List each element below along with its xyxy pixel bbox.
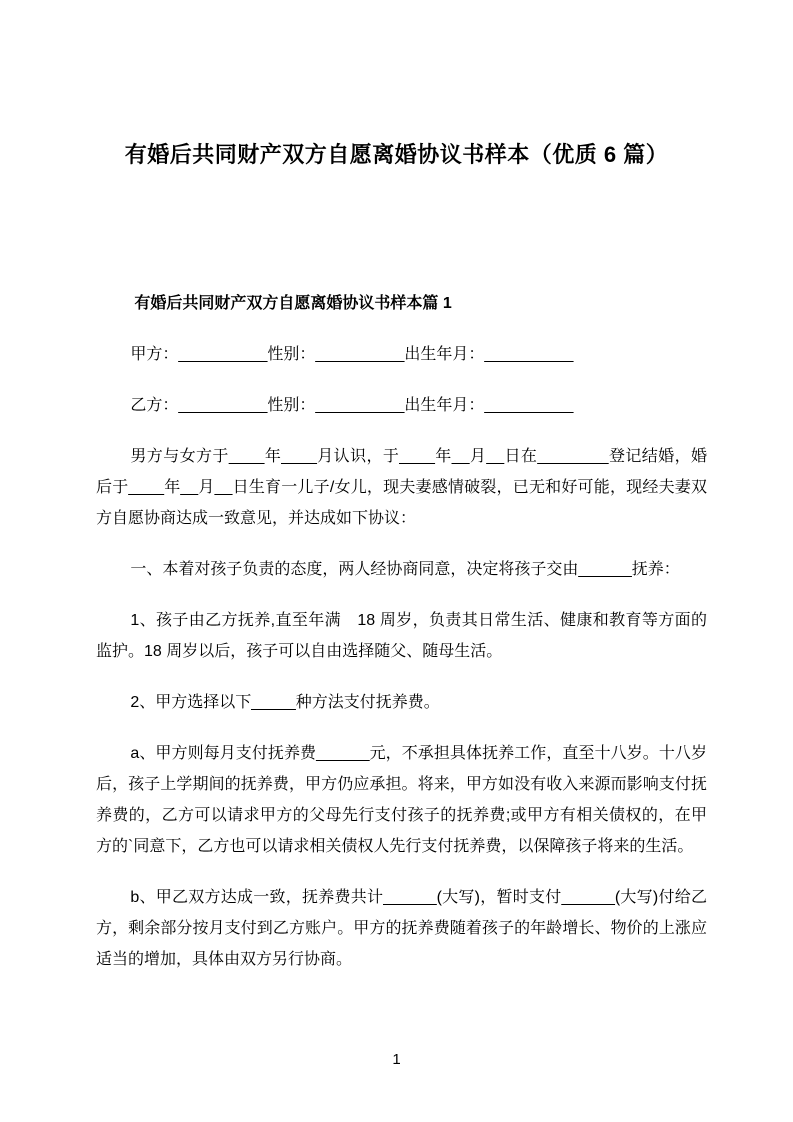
intro-paragraph: 男方与女方于____年____月认识，于____年__月__日在________登记结婚，婚后于____年__月__日生育一儿子/女儿，现夫妻感情破裂，已无和好可能，现经夫妻双方自愿协商达成一致意见，并达成如下协议：: [96, 448, 707, 527]
section-heading: 有婚后共同财产双方自愿离婚协议书样本篇 1: [134, 295, 452, 312]
clause-one-custody: 一、本着对孩子负责的态度，两人经协商同意，决定将孩子交由______抚养：: [130, 561, 680, 578]
item-1-custody-details: 1、孩子由乙方抚养,直至年满 18 周岁，负责其日常生活、健康和教育等方面的监护。18 周岁以后，孩子可以自由选择随父、随母生活。: [96, 612, 707, 660]
item-2-payment-method: 2、甲方选择以下_____种方法支付抚养费。: [130, 694, 440, 711]
item-a-monthly-payment: a、甲方则每月支付抚养费______元，不承担具体抚养工作，直至十八岁。十八岁后，孩子上学期间的抚养费，甲方仍应承担。将来，甲方如没有收入来源而影响支付抚养费的，乙方可以请求甲方的父母先行支付孩子的抚养费;或甲方有相关债权的，在甲方的`同意下，乙方也可以请求相关债权人先行支付抚养费，以保障孩子将来的生活。: [96, 745, 707, 855]
party-a-info-line: 甲方：__________性别：__________出生年月：__________: [130, 346, 574, 363]
document-title: 有婚后共同财产双方自愿离婚协议书样本（优质 6 篇）: [124, 142, 669, 167]
party-b-info-line: 乙方：__________性别：__________出生年月：__________: [130, 397, 574, 414]
item-b-lump-sum-payment: b、甲乙双方达成一致，抚养费共计______(大写)，暂时支付______(大写)付给乙方，剩余部分按月支付到乙方账户。甲方的抚养费随着孩子的年龄增长、物价的上涨应适当的增加，具体由双方另行协商。: [96, 889, 707, 968]
page-number: 1: [392, 1051, 401, 1068]
